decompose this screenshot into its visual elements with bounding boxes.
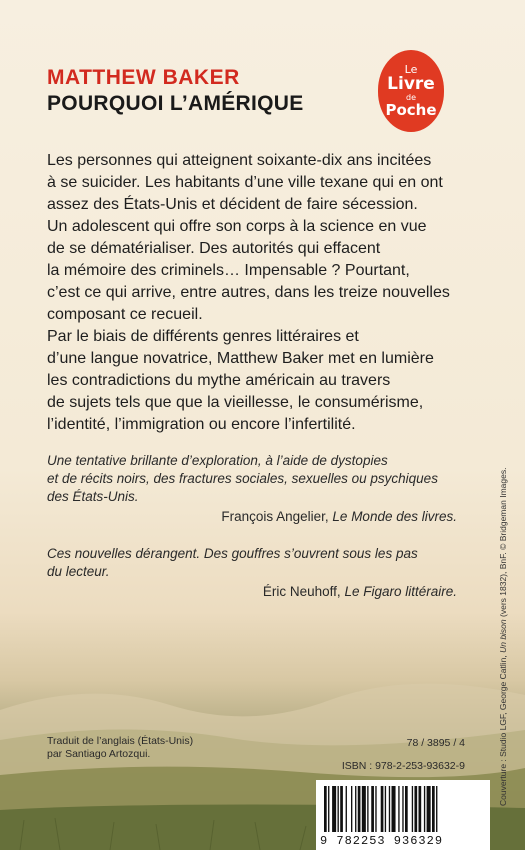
quote-author: Éric Neuhoff, (262, 584, 341, 599)
publisher-logo (378, 50, 444, 132)
publisher-logo-line: de (406, 93, 416, 102)
author-name: MATTHEW BAKER (47, 66, 240, 89)
barcode-bars (324, 786, 482, 832)
blurb (47, 150, 467, 436)
blurb-line: de sujets tels que que la vieillesse, le consumérisme, (47, 394, 424, 411)
credit-text: (vers 1832), BnF. © Bridgeman Images. (498, 467, 508, 617)
translator-line: Traduit de l’anglais (États-Unis) (47, 735, 194, 747)
barcode (316, 780, 490, 850)
credit-artwork-title: Un bison (498, 619, 508, 653)
barcode-digits: 9 782253 936329 (320, 834, 444, 848)
press-quote-2 (47, 545, 457, 601)
quote-line: Une tentative brillante d’exploration, à l’aide de dystopies (47, 453, 388, 468)
quote-source: Le Figaro littéraire. (344, 584, 457, 599)
translator-credit (47, 735, 193, 761)
blurb-line: à se suicider. Les habitants d’une ville texane qui en ont (47, 174, 443, 191)
publisher-logo-line: Poche (385, 101, 437, 119)
blurb-line: Par le biais de différents genres littéraires et (47, 328, 359, 345)
blurb-line: Un adolescent qui offre son corps à la science en vue (47, 218, 427, 235)
catalog-code: 78 / 3895 / 4 (406, 737, 465, 749)
blurb-line: l’identité, l’immigration ou encore l’infertilité. (47, 416, 356, 433)
quote-line: et de récits noirs, des fractures sociales, sexuelles ou psychiques (47, 471, 438, 486)
quote-line: des États-Unis. (47, 489, 139, 504)
blurb-line: Les personnes qui atteignent soixante-dix ans incitées (47, 152, 432, 169)
cover-credit (498, 468, 508, 806)
credit-text: Couverture : Studio LGF, George Catlin, (498, 655, 508, 806)
publisher-logo-line: Le (404, 63, 418, 76)
quote-author: François Angelier, (221, 509, 329, 524)
isbn: ISBN : 978-2-253-93632-9 (341, 760, 465, 772)
press-quote-1 (47, 452, 457, 526)
blurb-line: assez des États-Unis et décident de faire sécession. (47, 196, 418, 213)
quote-source: Le Monde des livres. (332, 509, 457, 524)
translator-line: par Santiago Artozqui. (47, 748, 151, 760)
blurb-line: composant ce recueil. (47, 306, 203, 323)
book-title: POURQUOI L’AMÉRIQUE (47, 92, 304, 115)
quote-line: Ces nouvelles dérangent. Des gouffres s’ouvrent sous les pas (47, 546, 418, 561)
catalog-info (342, 736, 465, 773)
blurb-line: d’une langue novatrice, Matthew Baker met en lumière (47, 350, 434, 367)
publisher-logo-line: Livre (387, 74, 435, 94)
blurb-line: la mémoire des criminels… Impensable ? Pourtant, (47, 262, 410, 279)
quote-line: du lecteur. (47, 564, 110, 579)
blurb-line: de se dématérialiser. Des autorités qui effacent (47, 240, 381, 257)
blurb-line: les contradictions du mythe américain au travers (47, 372, 391, 389)
quote-attribution (47, 508, 457, 526)
quote-attribution (47, 583, 457, 601)
blurb-line: c’est ce qui arrive, entre autres, dans les treize nouvelles (47, 284, 450, 301)
